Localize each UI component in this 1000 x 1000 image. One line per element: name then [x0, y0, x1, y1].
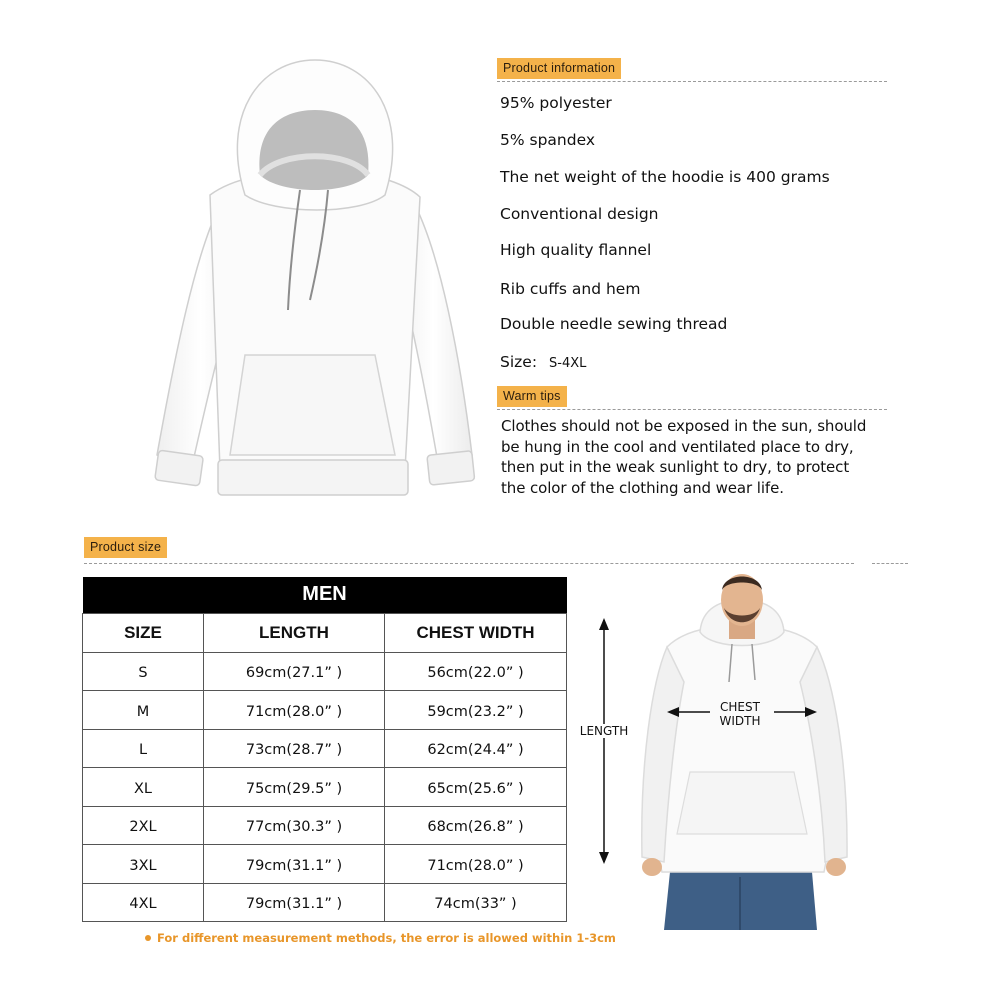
cell-chest — [385, 883, 567, 922]
column-header-chest-width: CHEST WIDTH — [385, 613, 567, 652]
cell-size — [83, 729, 204, 768]
cell-length — [204, 652, 385, 691]
length-text: 75cm(29.5” ) — [245, 780, 343, 797]
divider — [497, 409, 887, 410]
cell-chest — [385, 806, 567, 845]
divider — [872, 563, 908, 564]
cell-size — [83, 652, 204, 691]
product-information-tag: Product information — [497, 58, 621, 79]
divider — [497, 81, 887, 82]
size-text: 4XL — [129, 896, 157, 913]
cell-chest — [385, 691, 567, 730]
chest-width-label — [708, 700, 772, 728]
table-row — [83, 729, 567, 768]
chest-text: 74cm(33” ) — [434, 896, 517, 913]
table-row — [83, 806, 567, 845]
cell-size — [83, 806, 204, 845]
chest-text: 56cm(22.0” ) — [427, 665, 524, 682]
info-line-polyester: 95% polyester — [500, 94, 612, 112]
size-chart-table — [82, 577, 567, 922]
note-text: For different measurement methods, the error is allowed within 1-3cm — [157, 931, 616, 945]
cell-size — [83, 845, 204, 884]
cell-chest — [385, 652, 567, 691]
size-text: S — [138, 665, 148, 682]
length-label: LENGTH — [572, 724, 636, 738]
table-row — [83, 768, 567, 807]
measurement-note — [145, 931, 616, 945]
length-text: 69cm(27.1” ) — [245, 665, 343, 682]
column-header-size: SIZE — [83, 613, 204, 652]
chest-label-line: CHEST — [720, 700, 760, 714]
chest-text: 68cm(26.8” ) — [427, 819, 524, 836]
size-text: 2XL — [129, 819, 157, 836]
chest-label-line: WIDTH — [719, 714, 761, 728]
table-row — [83, 883, 567, 922]
size-text: 3XL — [129, 857, 157, 874]
table-title: MEN — [83, 577, 567, 613]
length-text: 77cm(30.3” ) — [245, 819, 343, 836]
warm-tips-text — [501, 416, 896, 498]
info-line-weight: The net weight of the hoodie is 400 grams — [500, 168, 830, 186]
cell-chest — [385, 768, 567, 807]
length-text: 79cm(31.1” ) — [245, 896, 343, 913]
cell-length — [204, 729, 385, 768]
hoodie-product-image — [150, 55, 480, 500]
size-text: L — [138, 742, 148, 759]
tips-line: the color of the clothing and wear life. — [501, 478, 784, 497]
cell-chest — [385, 845, 567, 884]
info-line-design: Conventional design — [500, 205, 659, 223]
cell-length — [204, 691, 385, 730]
divider — [84, 563, 854, 564]
table-row — [83, 845, 567, 884]
column-header-length: LENGTH — [204, 613, 385, 652]
cell-length — [204, 845, 385, 884]
tips-line: Clothes should not be exposed in the sun, should — [501, 417, 867, 435]
size-range — [500, 353, 586, 371]
chest-text: 65cm(25.6” ) — [427, 780, 524, 797]
info-line-rib: Rib cuffs and hem — [500, 280, 641, 298]
cell-size — [83, 768, 204, 807]
table-row — [83, 691, 567, 730]
size-text: M — [136, 703, 150, 720]
cell-size — [83, 691, 204, 730]
model-measurement-diagram — [572, 572, 902, 930]
info-line-flannel: High quality flannel — [500, 241, 652, 259]
cell-length — [204, 883, 385, 922]
warm-tips-tag: Warm tips — [497, 386, 567, 407]
cell-size — [83, 883, 204, 922]
info-line-sewing: Double needle sewing thread — [500, 315, 728, 333]
chest-text: 62cm(24.4” ) — [427, 742, 524, 759]
cell-length — [204, 768, 385, 807]
table-row — [83, 652, 567, 691]
size-text: XL — [133, 780, 152, 797]
size-value: S-4XL — [549, 356, 587, 371]
info-line-spandex: 5% spandex — [500, 131, 596, 149]
chest-text: 71cm(28.0” ) — [427, 857, 524, 874]
chest-text: 59cm(23.2” ) — [427, 703, 524, 720]
cell-chest — [385, 729, 567, 768]
length-text: 73cm(28.7” ) — [245, 742, 343, 759]
bullet-icon — [145, 935, 151, 941]
cell-length — [204, 806, 385, 845]
tips-line: be hung in the cool and ventilated place to dry, — [501, 437, 854, 456]
tips-line: then put in the weak sunlight to dry, to protect — [501, 458, 850, 476]
size-label: Size: — [500, 353, 538, 371]
length-text: 71cm(28.0” ) — [245, 703, 343, 720]
length-text: 79cm(31.1” ) — [245, 857, 343, 874]
product-size-tag: Product size — [84, 537, 167, 558]
